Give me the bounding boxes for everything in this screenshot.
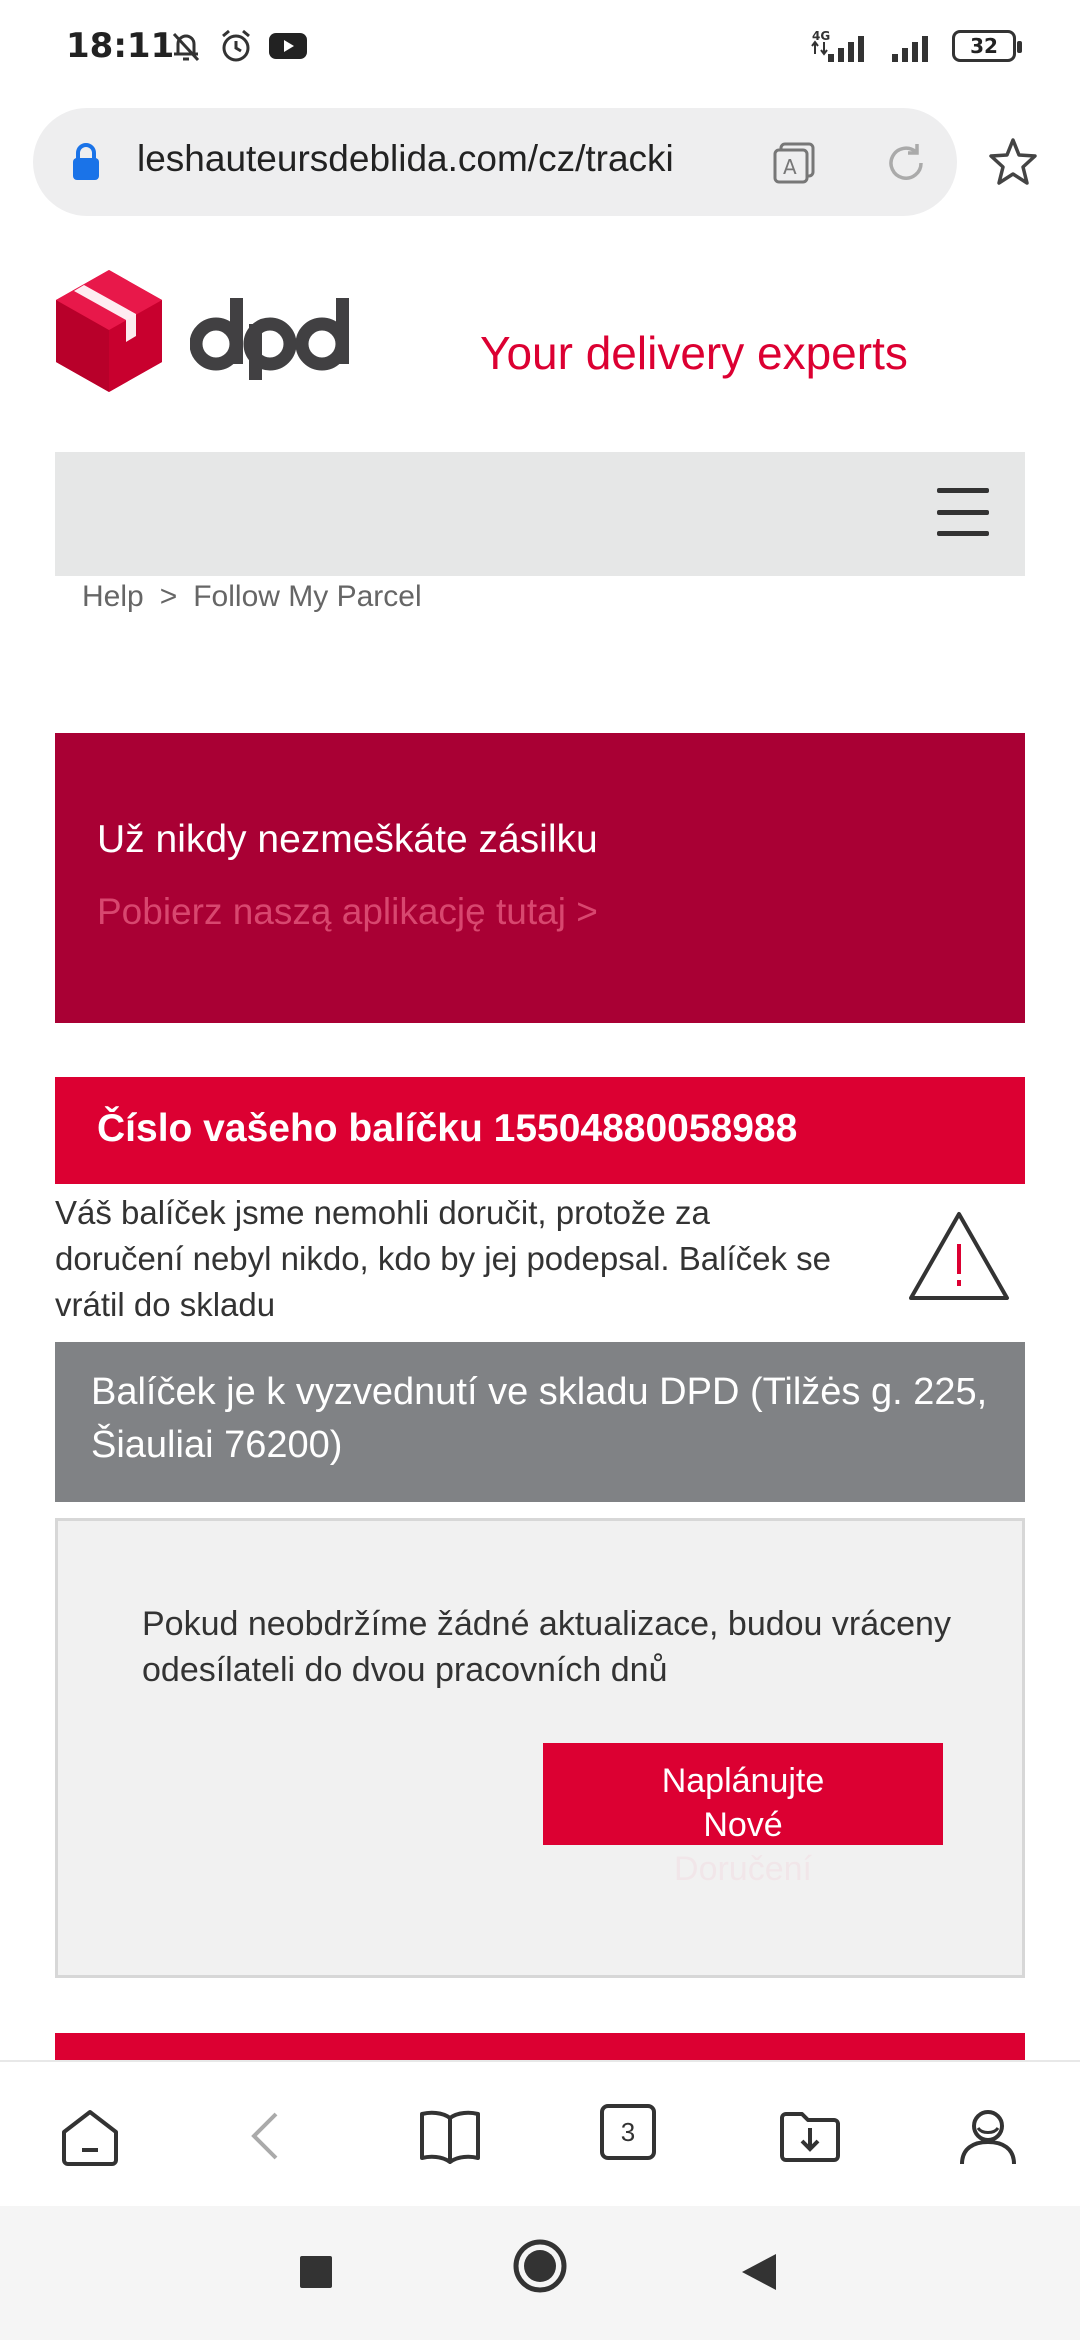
bookmarks-icon[interactable] — [418, 2104, 482, 2168]
breadcrumb-follow-my-parcel[interactable]: Follow My Parcel — [193, 580, 422, 613]
pickup-location-box — [55, 1342, 1025, 1502]
download-app-link[interactable]: Pobierz naszą aplikację tutaj > — [97, 891, 598, 932]
notification-icons — [168, 28, 308, 64]
bookmark-star-icon[interactable] — [987, 136, 1039, 188]
recents-icon[interactable] — [296, 2242, 336, 2302]
svg-text:4G: 4G — [812, 29, 831, 43]
home-circle-icon[interactable] — [510, 2236, 570, 2296]
status-bar — [0, 0, 1080, 100]
mute-bell-icon — [168, 28, 204, 64]
menu-line — [937, 510, 989, 515]
breadcrumb-separator: > — [159, 580, 178, 613]
system-navigation-bar — [0, 2206, 1080, 2340]
dpd-logo[interactable] — [52, 268, 348, 398]
signal-icon — [890, 28, 934, 64]
schedule-delivery-button[interactable] — [543, 1743, 943, 1888]
navigation-bar — [55, 452, 1025, 576]
address-bar[interactable] — [33, 108, 957, 216]
hamburger-menu-icon[interactable] — [937, 488, 989, 536]
red-banner-strip — [55, 2033, 1025, 2061]
delivery-status-message: Váš balíček jsme nemohli doručit, protože za doručení nebyl nikdo, kdo by jej podepsal. Balíček se vrátil do skladu — [55, 1194, 831, 1323]
alarm-icon — [218, 28, 254, 64]
breadcrumb-help[interactable]: Help — [82, 580, 144, 613]
url-field[interactable]: leshauteursdeblida.com/cz/tracki — [137, 138, 674, 179]
translate-icon[interactable] — [771, 140, 817, 186]
breadcrumb — [82, 580, 422, 614]
promo-title: Už nikdy nezmeškáte zásilku — [97, 818, 598, 861]
lock-icon — [71, 142, 101, 182]
profile-icon[interactable] — [956, 2104, 1020, 2168]
back-triangle-icon[interactable] — [736, 2242, 782, 2302]
tagline: Your delivery experts — [480, 327, 908, 379]
info-box — [55, 1518, 1025, 1978]
home-icon[interactable] — [58, 2104, 122, 2168]
browser-toolbar — [0, 2060, 1080, 2206]
downloads-icon[interactable] — [778, 2104, 842, 2168]
app-promo-banner — [55, 733, 1025, 1023]
svg-text:A: A — [783, 155, 797, 179]
youtube-icon — [268, 31, 308, 61]
menu-line — [937, 531, 989, 536]
cta-line-1: Naplánujte — [661, 1762, 825, 1800]
warning-icon — [907, 1210, 1011, 1302]
dpd-cube-icon — [54, 268, 164, 394]
tabs-icon[interactable] — [600, 2104, 664, 2168]
status-time: 18:11 — [66, 26, 175, 66]
cta-line-3: Doručení — [674, 1850, 812, 1888]
cta-line-2: Nové — [703, 1806, 783, 1844]
back-icon[interactable] — [236, 2104, 300, 2168]
battery-icon: 32 — [952, 30, 1016, 62]
parcel-number-header — [55, 1077, 1025, 1184]
return-notice: Pokud neobdržíme žádné aktualizace, budou vráceny odesílateli do dvou pracovních dnů — [142, 1605, 951, 1689]
parcel-number: Číslo vašeho balíčku 15504880058988 — [97, 1107, 798, 1150]
dpd-wordmark — [190, 290, 350, 380]
pickup-location: Balíček je k vyzvednutí ve skladu DPD (Tilžės g. 225, Šiauliai 76200) — [91, 1371, 988, 1466]
reload-icon[interactable] — [883, 140, 929, 186]
tab-count: 3 — [600, 2104, 656, 2160]
schedule-delivery-label — [543, 1759, 943, 1891]
signal-4g-icon — [808, 28, 872, 64]
system-icons — [808, 28, 1016, 64]
menu-line — [937, 488, 989, 493]
